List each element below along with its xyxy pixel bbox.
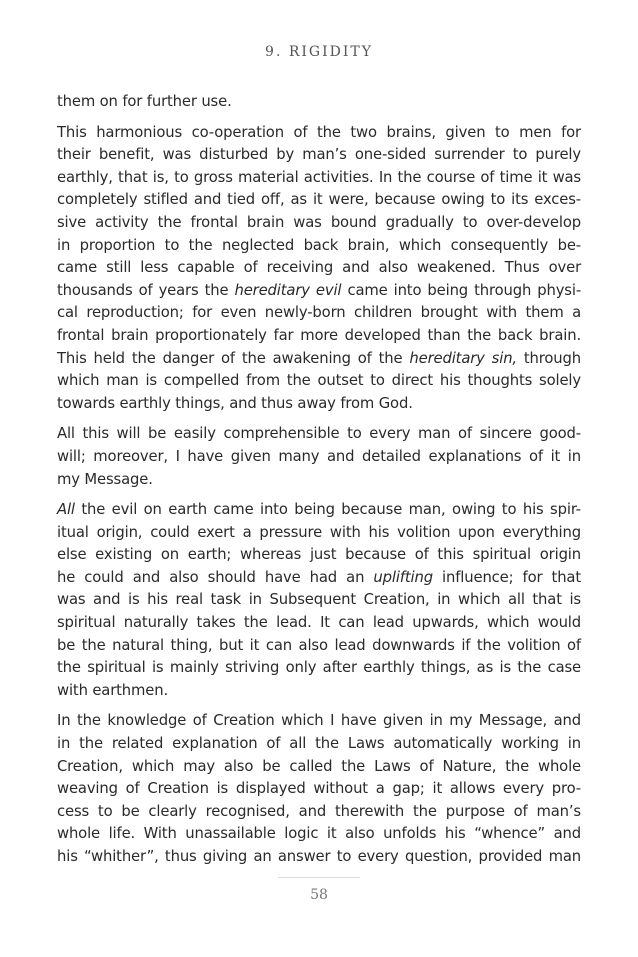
text-line: towards earthly things, and thus away from God. xyxy=(57,394,413,412)
text-line: my Message. xyxy=(57,470,153,488)
text-line: be the natural thing, but it can also lead downwards if the volition of xyxy=(57,636,581,654)
page-number: 58 xyxy=(310,887,328,903)
text-line: else existing on earth; whereas just because of this spiritual origin xyxy=(57,546,581,564)
text-line: will; moreover, I have given many and detailed explanations of it in xyxy=(57,447,581,465)
text-line xyxy=(57,348,581,371)
text-segment: came into being through physi- xyxy=(341,281,582,299)
text-line: whole life. With unassailable logic it also unfolds his “whence” and xyxy=(57,825,581,843)
paragraph-brains xyxy=(57,122,581,416)
text-line: earthly, that is, to gross material activities. In the course of time it was xyxy=(57,168,581,186)
text-line xyxy=(57,499,581,522)
text-line: weaving of Creation is displayed without a gap; it allows every pro- xyxy=(57,780,581,798)
text-line: their benefit, was disturbed by man’s one-sided surrender to purely xyxy=(57,146,581,164)
text-line: spiritual naturally takes the lead. It can lead upwards, which would xyxy=(57,614,581,632)
text-line: cal reproduction; for even newly-born children brought with them a xyxy=(57,304,581,322)
text-line: in proportion to the neglected back brain, which consequently be- xyxy=(57,236,581,254)
text-line: was and is his real task in Subsequent Creation, in which all that is xyxy=(57,591,581,609)
text-segment: thousands of years the xyxy=(57,281,235,299)
emphasis-hereditary-evil: hereditary evil xyxy=(234,281,342,299)
body-text xyxy=(57,91,581,869)
text-line: In the knowledge of Creation which I have given in my Message, and xyxy=(57,712,581,730)
text-line: the spiritual is mainly striving only after earthly things, as is the case xyxy=(57,659,581,677)
text-line xyxy=(57,280,581,303)
text-line: cess to be clearly recognised, and therewith the purpose of man’s xyxy=(57,802,581,820)
text-line: This harmonious co-operation of the two brains, given to men for xyxy=(57,123,581,141)
running-head: 9. RIGIDITY xyxy=(265,44,373,60)
text-segment: through xyxy=(516,349,581,367)
text-line: them on for further use. xyxy=(57,93,232,110)
text-line: which man is compelled from the outset to direct his thoughts solely xyxy=(57,372,581,390)
text-line: came still less capable of receiving and also weakened. Thus over xyxy=(57,259,581,277)
text-line: his “whither”, thus giving an answer to every question, provided man xyxy=(57,848,581,865)
text-segment: the evil on earth came into being because man, owing to his spir- xyxy=(74,501,581,519)
text-line: frontal brain proportionately far more developed than the back brain. xyxy=(57,326,581,344)
text-line: completely stifled and tied off, as it were, because owing to its exces- xyxy=(57,191,581,209)
text-segment: This held the danger of the awakening of the xyxy=(57,349,410,367)
text-line: All this will be easily comprehensible to every man of sincere good- xyxy=(57,425,581,443)
paragraph-evil xyxy=(57,499,581,702)
emphasis-hereditary-sin: hereditary sin, xyxy=(409,349,517,367)
text-line xyxy=(57,567,581,590)
text-segment: influence; for that xyxy=(432,568,581,586)
text-line: Creation, which may also be called the Laws of Nature, the whole xyxy=(57,757,581,775)
paragraph-creation xyxy=(57,710,581,868)
text-line: with earthmen. xyxy=(57,681,169,699)
text-line: itual origin, could exert a pressure with his volition upon everything xyxy=(57,523,581,541)
text-line: sive activity the frontal brain was bound gradually to over-develop xyxy=(57,213,581,231)
emphasis-all: All xyxy=(57,501,75,519)
text-segment: he could and also should have had an xyxy=(57,568,374,586)
footer-divider xyxy=(278,877,360,878)
paragraph-continuation xyxy=(57,91,581,114)
paragraph-comprehensible xyxy=(57,423,581,491)
emphasis-uplifting: uplifting xyxy=(373,568,433,586)
text-line: in the related explanation of all the Laws automatically working in xyxy=(57,735,581,753)
